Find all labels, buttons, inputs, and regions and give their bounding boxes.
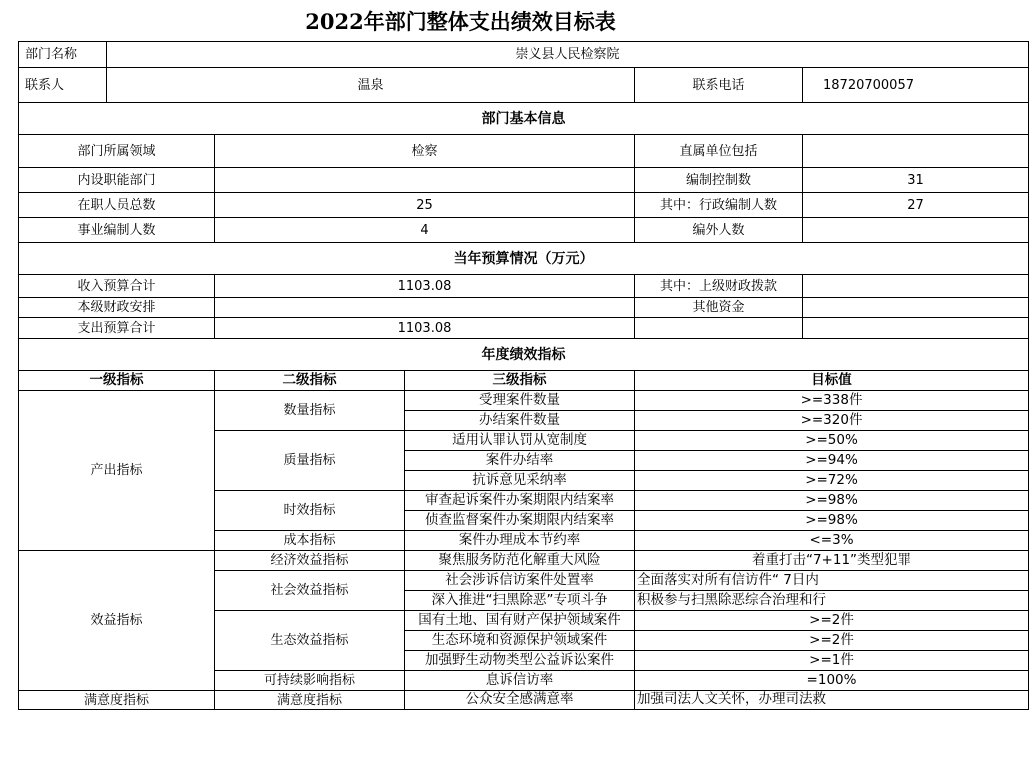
target-cell: 加强司法人文关怀，办理司法救 bbox=[635, 691, 1029, 710]
dept-name-label: 部门名称 bbox=[19, 42, 107, 68]
level3-cell: 息诉信访率 bbox=[405, 671, 635, 691]
career-quota-label: 事业编制人数 bbox=[19, 218, 215, 243]
performance-table bbox=[18, 41, 1029, 710]
subunit-label: 直属单位包括 bbox=[635, 135, 803, 168]
header-target: 目标值 bbox=[635, 371, 1029, 391]
contact-value: 温泉 bbox=[107, 68, 635, 103]
upper-funds-label: 其中：上级财政拨款 bbox=[635, 275, 803, 298]
subunit-value bbox=[803, 135, 1029, 168]
target-cell: >=2件 bbox=[635, 631, 1029, 651]
expense-value: 1103.08 bbox=[215, 318, 635, 339]
target-cell: >=98% bbox=[635, 491, 1029, 511]
indicator-row bbox=[19, 691, 1029, 710]
target-cell: >=98% bbox=[635, 511, 1029, 531]
level2-cost: 成本指标 bbox=[215, 531, 405, 551]
level2-sustainable: 可持续影响指标 bbox=[215, 671, 405, 691]
quota-value: 31 bbox=[803, 168, 1029, 193]
extra-staff-value bbox=[803, 218, 1029, 243]
target-cell: <=3% bbox=[635, 531, 1029, 551]
target-cell: 积极参与扫黑除恶综合治理和行 bbox=[635, 591, 1029, 611]
level3-cell: 审查起诉案件办案期限内结案率 bbox=[405, 491, 635, 511]
level3-cell: 案件办理成本节约率 bbox=[405, 531, 635, 551]
other-funds-label: 其他资金 bbox=[635, 298, 803, 318]
indicator-row bbox=[19, 391, 1029, 411]
header-level3: 三级指标 bbox=[405, 371, 635, 391]
level1-satisfaction: 满意度指标 bbox=[19, 691, 215, 710]
level2-quality: 质量指标 bbox=[215, 431, 405, 491]
target-cell: >=320件 bbox=[635, 411, 1029, 431]
internal-dept-value bbox=[215, 168, 635, 193]
field-value: 检察 bbox=[215, 135, 635, 168]
other-funds-value bbox=[803, 298, 1029, 318]
target-cell: 着重打击“7+11”类型犯罪 bbox=[635, 551, 1029, 571]
performance-section: 年度绩效指标 bbox=[19, 339, 1029, 371]
level3-cell: 聚焦服务防范化解重大风险 bbox=[405, 551, 635, 571]
field-label: 部门所属领域 bbox=[19, 135, 215, 168]
level3-cell: 公众安全感满意率 bbox=[405, 691, 635, 710]
level2-quantity: 数量指标 bbox=[215, 391, 405, 431]
target-cell: >=338件 bbox=[635, 391, 1029, 411]
dept-name-row bbox=[19, 42, 1029, 68]
career-quota-value: 4 bbox=[215, 218, 635, 243]
upper-funds-value bbox=[803, 275, 1029, 298]
page-title: 2022年部门整体支出绩效目标表 bbox=[305, 9, 616, 34]
contact-row bbox=[19, 68, 1029, 103]
basic-info-section: 部门基本信息 bbox=[19, 103, 1029, 135]
dept-name-value: 崇义县人民检察院 bbox=[107, 42, 1029, 68]
level3-cell: 办结案件数量 bbox=[405, 411, 635, 431]
budget-section: 当年预算情况（万元） bbox=[19, 243, 1029, 275]
expense-label: 支出预算合计 bbox=[19, 318, 215, 339]
header-level1: 一级指标 bbox=[19, 371, 215, 391]
level2-satisfaction: 满意度指标 bbox=[215, 691, 405, 710]
target-cell: >=50% bbox=[635, 431, 1029, 451]
income-label: 收入预算合计 bbox=[19, 275, 215, 298]
staff-value: 25 bbox=[215, 193, 635, 218]
header-level2: 二级指标 bbox=[215, 371, 405, 391]
internal-dept-label: 内设职能部门 bbox=[19, 168, 215, 193]
extra-staff-label: 编外人数 bbox=[635, 218, 803, 243]
staff-label: 在职人员总数 bbox=[19, 193, 215, 218]
indicator-row bbox=[19, 551, 1029, 571]
target-cell: >=2件 bbox=[635, 611, 1029, 631]
level1-output: 产出指标 bbox=[19, 391, 215, 551]
admin-quota-value: 27 bbox=[803, 193, 1029, 218]
level3-cell: 受理案件数量 bbox=[405, 391, 635, 411]
level2-social: 社会效益指标 bbox=[215, 571, 405, 611]
level3-cell: 适用认罪认罚从宽制度 bbox=[405, 431, 635, 451]
level3-cell: 社会涉诉信访案件处置率 bbox=[405, 571, 635, 591]
target-cell: >=72% bbox=[635, 471, 1029, 491]
admin-quota-label: 其中：行政编制人数 bbox=[635, 193, 803, 218]
level1-benefit: 效益指标 bbox=[19, 551, 215, 691]
level3-cell: 加强野生动物类型公益诉讼案件 bbox=[405, 651, 635, 671]
level3-cell: 侦查监督案件办案期限内结案率 bbox=[405, 511, 635, 531]
local-funds-value bbox=[215, 298, 635, 318]
target-cell: >=1件 bbox=[635, 651, 1029, 671]
level2-timeliness: 时效指标 bbox=[215, 491, 405, 531]
phone-label: 联系电话 bbox=[635, 68, 803, 103]
performance-header-row bbox=[19, 371, 1029, 391]
level2-ecological: 生态效益指标 bbox=[215, 611, 405, 671]
phone-value: 18720700057 bbox=[803, 68, 1029, 103]
level3-cell: 深入推进“扫黑除恶”专项斗争 bbox=[405, 591, 635, 611]
target-cell: =100% bbox=[635, 671, 1029, 691]
level3-cell: 抗诉意见采纳率 bbox=[405, 471, 635, 491]
local-funds-label: 本级财政安排 bbox=[19, 298, 215, 318]
level3-cell: 生态环境和资源保护领域案件 bbox=[405, 631, 635, 651]
level3-cell: 案件办结率 bbox=[405, 451, 635, 471]
target-cell: >=94% bbox=[635, 451, 1029, 471]
level2-economic: 经济效益指标 bbox=[215, 551, 405, 571]
quota-label: 编制控制数 bbox=[635, 168, 803, 193]
contact-label: 联系人 bbox=[19, 68, 107, 103]
target-cell: 全面落实对所有信访件“ 7日内 bbox=[635, 571, 1029, 591]
income-value: 1103.08 bbox=[215, 275, 635, 298]
level3-cell: 国有土地、国有财产保护领域案件 bbox=[405, 611, 635, 631]
